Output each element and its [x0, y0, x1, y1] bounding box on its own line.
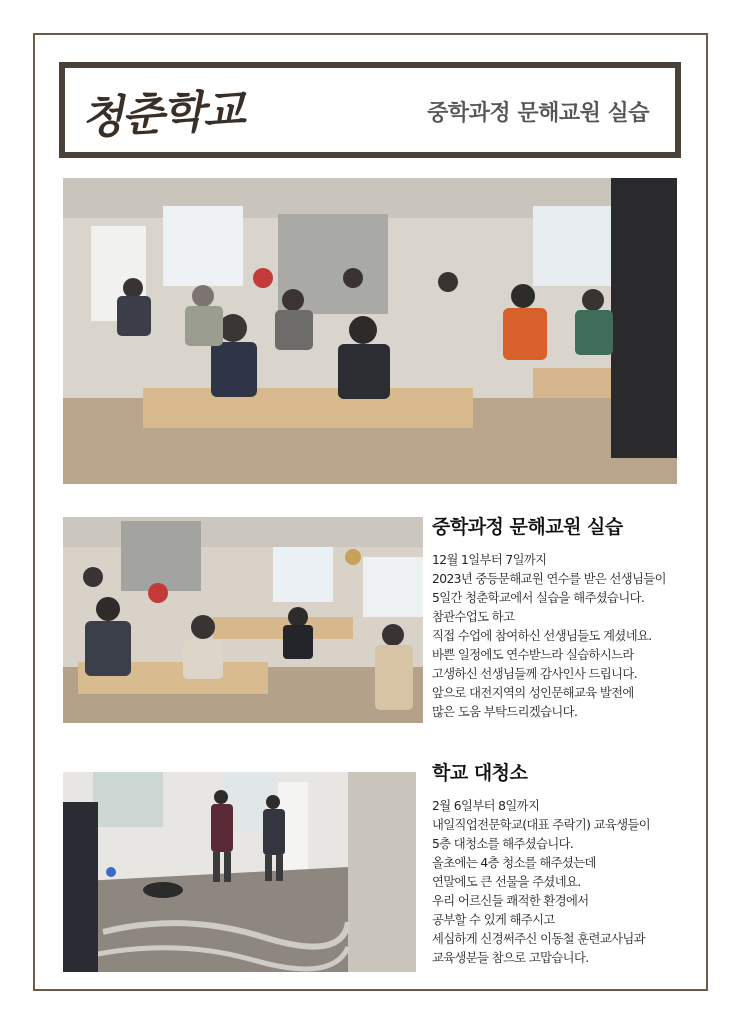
article-line: 연말에도 큰 선물을 주셨네요.	[432, 875, 581, 889]
article-line: 공부할 수 있게 해주시고	[432, 913, 555, 927]
article-line: 교육생분들 참으로 고맙습니다.	[432, 951, 589, 965]
article-teacher-practice	[432, 512, 692, 722]
article-title: 중학과정 문해교원 실습	[432, 516, 623, 538]
school-logo: 청춘학교	[80, 84, 245, 145]
article-line: 내일직업전문학교(대표 주락기) 교육생들이	[432, 818, 651, 832]
header-subtitle: 중학과정 문해교원 실습	[427, 101, 649, 126]
article-line: 2023년 중등문해교원 연수를 받은 선생님들이	[432, 572, 666, 586]
article-line: 5일간 청춘학교에서 실습을 해주셨습니다.	[432, 591, 645, 605]
article-line: 고생하신 선생님들께 감사인사 드립니다.	[432, 667, 637, 681]
article-line: 세심하게 신경써주신 이동철 훈련교사님과	[432, 932, 645, 946]
article-line: 2월 6일부터 8일까지	[432, 799, 540, 813]
article-title: 학교 대청소	[432, 762, 528, 784]
classroom-photo-main	[63, 178, 677, 484]
article-line: 올초에는 4층 청소를 해주셨는데	[432, 856, 596, 870]
article-line: 직접 수업에 참여하신 선생님들도 계셨네요.	[432, 629, 652, 643]
article-line: 바쁜 일정에도 연수받느라 실습하시느라	[432, 648, 634, 662]
cleaning-photo	[63, 772, 416, 972]
article-line: 앞으로 대전지역의 성인문해교육 발전에	[432, 686, 634, 700]
article-line: 많은 도움 부탁드리겠습니다.	[432, 705, 578, 719]
article-line: 12월 1일부터 7일까지	[432, 553, 547, 567]
teaching-practice-photo	[63, 517, 423, 723]
header-banner	[59, 62, 681, 158]
article-line: 우리 어르신들 쾌적한 환경에서	[432, 894, 589, 908]
article-school-cleaning	[432, 758, 692, 968]
article-line: 5층 대청소를 해주셨습니다.	[432, 837, 574, 851]
article-line: 참관수업도 하고	[432, 610, 515, 624]
